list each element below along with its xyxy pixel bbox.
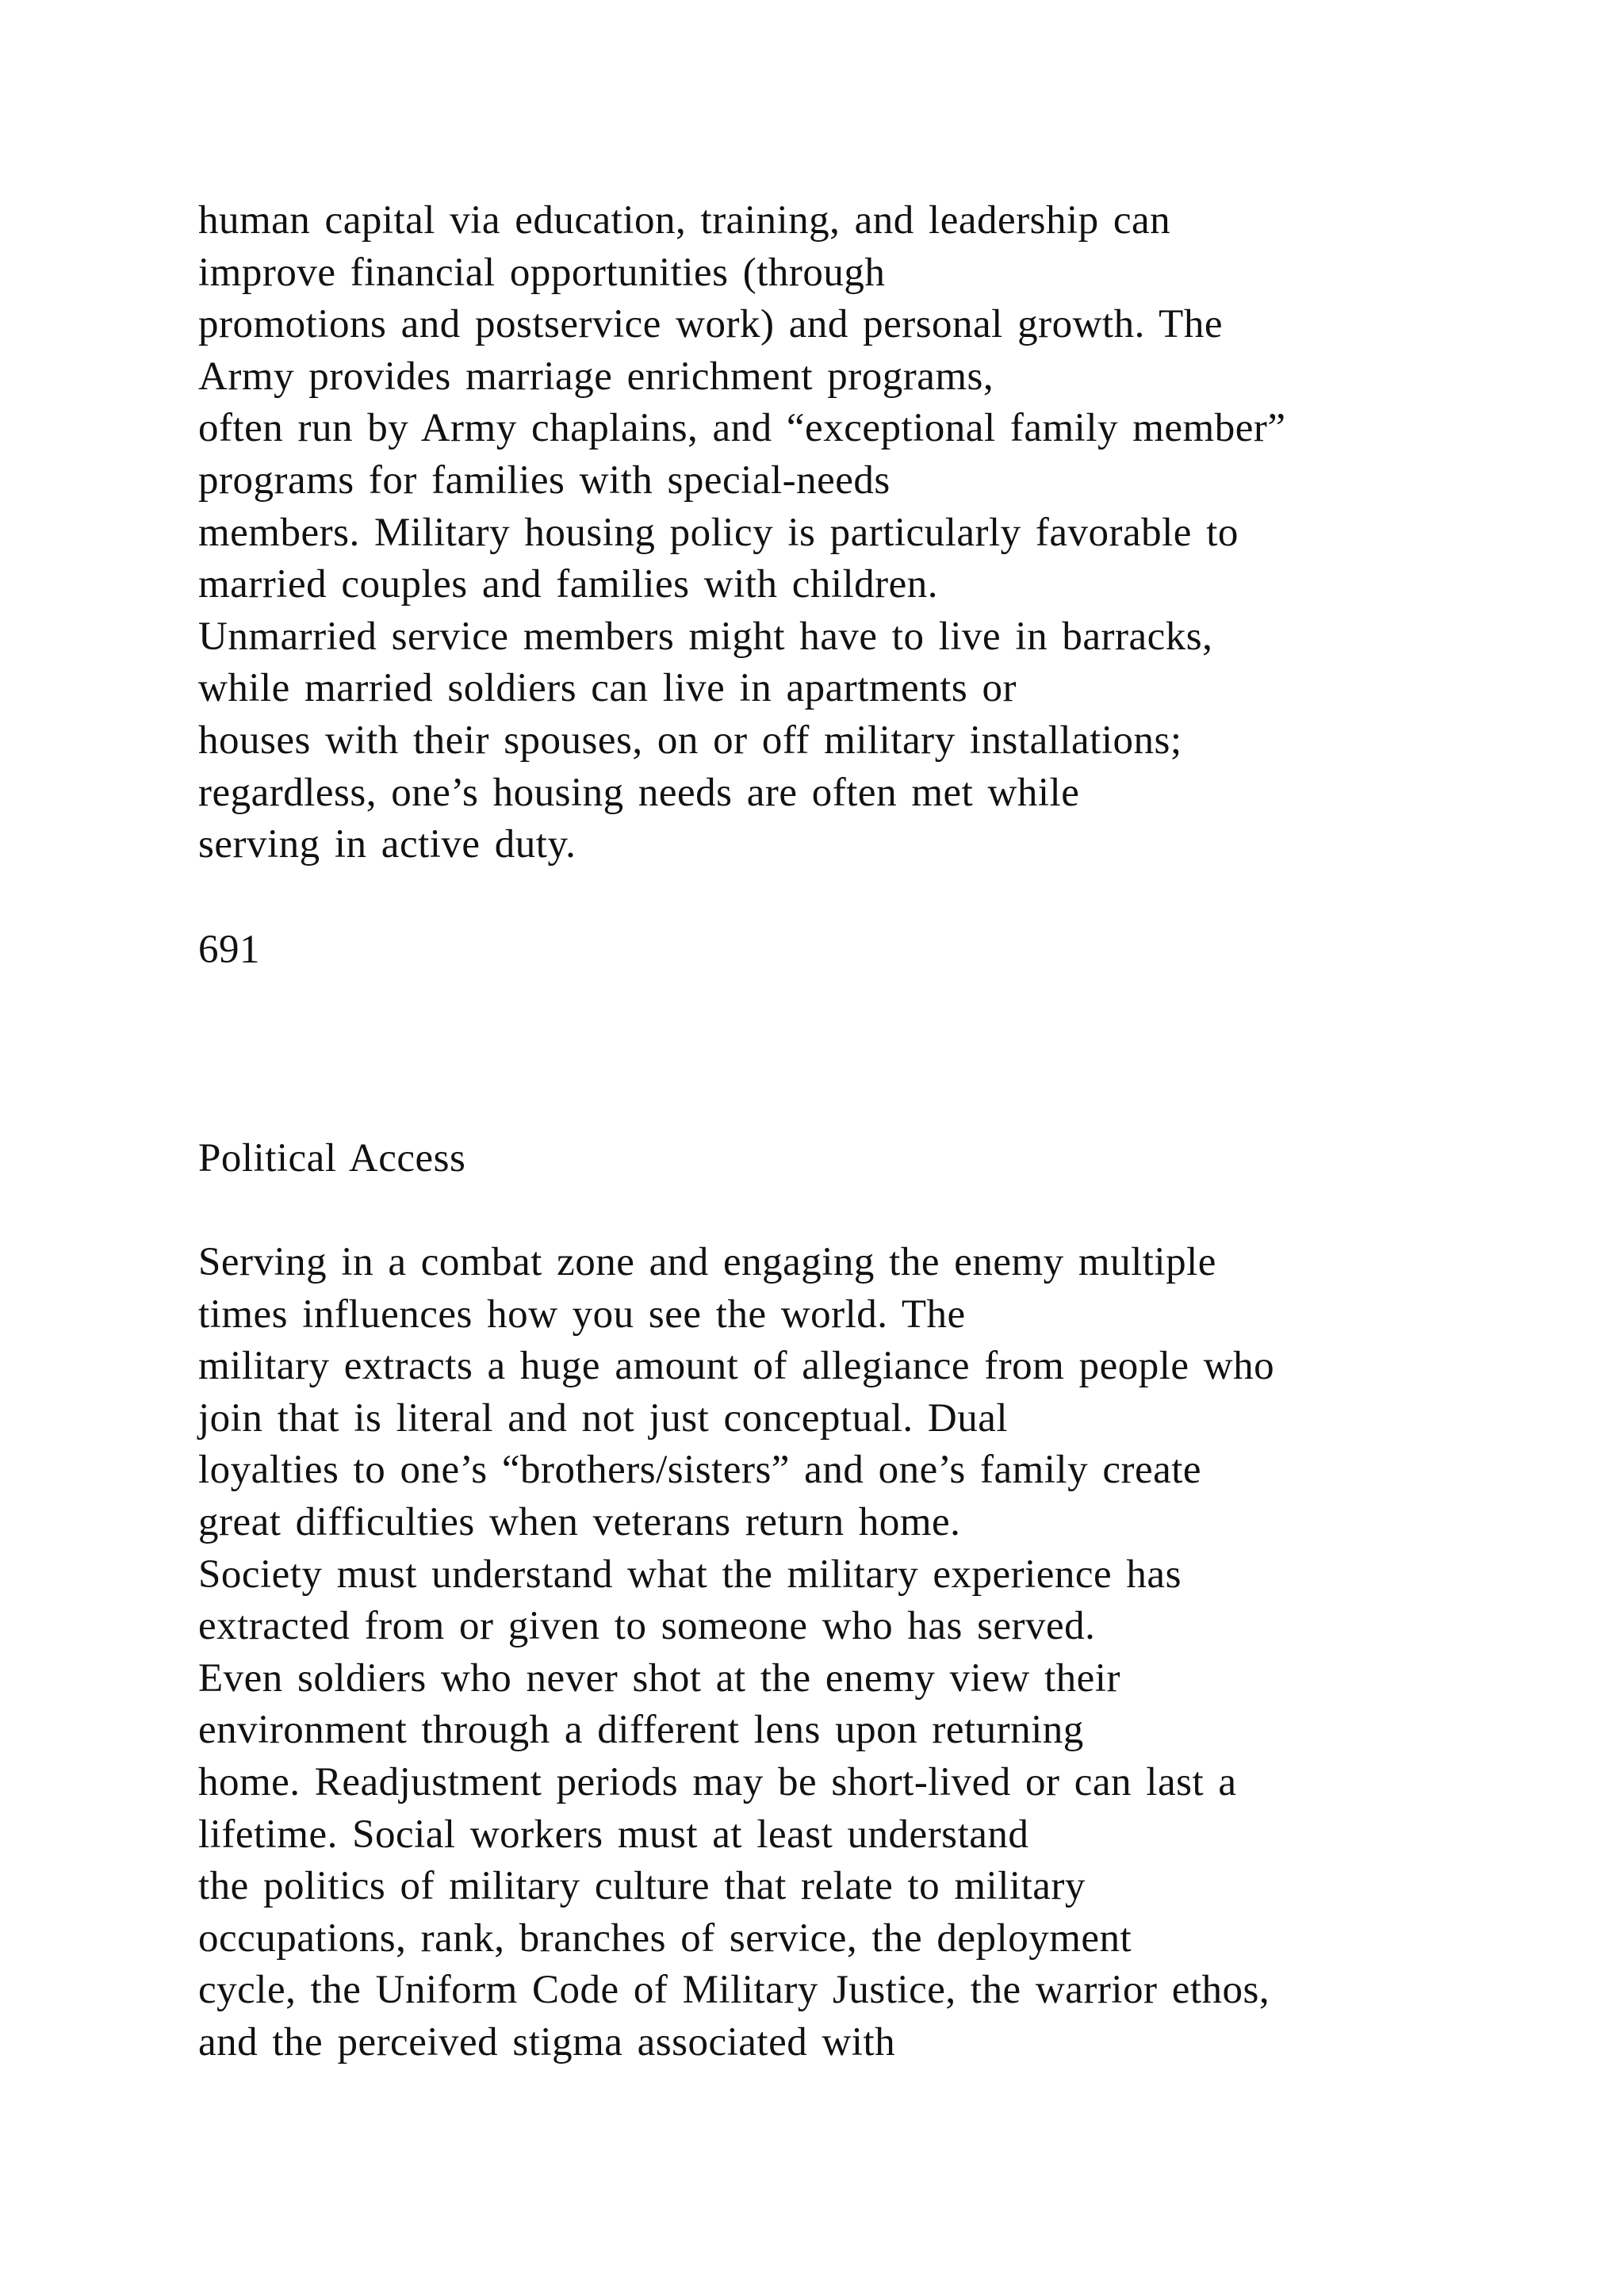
text-line: programs for families with special-needs: [198, 457, 891, 503]
text-line: often run by Army chaplains, and “exceptional family member”: [198, 406, 1286, 451]
text-line: married couples and families with children.: [198, 562, 939, 607]
text-line: regardless, one’s housing needs are often met while: [198, 770, 1080, 815]
text-line: home. Readjustment periods may be short-lived or can last a: [198, 1759, 1237, 1804]
page-number: [198, 924, 1546, 977]
text-line: environment through a different lens upon returning: [198, 1708, 1084, 1753]
text-line: times influences how you see the world. The: [198, 1292, 966, 1337]
text-line: Serving in a combat zone and engaging the enemy multiple: [198, 1240, 1216, 1284]
text-line: human capital via education, training, and leadership can: [198, 198, 1171, 243]
text-line: Society must understand what the military experience has: [198, 1552, 1182, 1597]
text-line: Army provides marriage enrichment programs,: [198, 354, 994, 399]
paragraph-family-benefits: [198, 195, 1546, 871]
text-line: houses with their spouses, on or off military installations;: [198, 718, 1182, 763]
text-line: military extracts a huge amount of allegiance from people who: [198, 1344, 1275, 1389]
text-line: Even soldiers who never shot at the enemy view their: [198, 1655, 1120, 1701]
page-number-text: 691: [198, 928, 260, 972]
text-line: the politics of military culture that relate to military: [198, 1864, 1086, 1909]
text-line: Unmarried service members might have to live in barracks,: [198, 614, 1213, 659]
text-line: promotions and postservice work) and personal growth. The: [198, 302, 1223, 347]
text-line: lifetime. Social workers must at least understand: [198, 1812, 1029, 1857]
text-line: cycle, the Uniform Code of Military Justice, the warrior ethos,: [198, 1968, 1270, 2013]
text-line: join that is literal and not just conceptual. Dual: [198, 1395, 1009, 1441]
section-heading: [198, 1133, 1546, 1185]
text-line: great difficulties when veterans return home.: [198, 1499, 961, 1544]
section-heading-text: Political Access: [198, 1136, 466, 1181]
text-line: improve financial opportunities (through: [198, 250, 886, 295]
text-line: extracted from or given to someone who has served.: [198, 1604, 1096, 1649]
text-line: loyalties to one’s “brothers/sisters” and one’s family create: [198, 1448, 1202, 1493]
text-line: serving in active duty.: [198, 822, 576, 867]
text-line: occupations, rank, branches of service, the deployment: [198, 1915, 1132, 1961]
text-line: while married soldiers can live in apartments or: [198, 666, 1017, 711]
text-line: and the perceived stigma associated with: [198, 2019, 896, 2064]
document-page: [198, 0, 1546, 2296]
text-line: members. Military housing policy is particularly favorable to: [198, 510, 1239, 555]
paragraph-political-access: [198, 1237, 1546, 2069]
